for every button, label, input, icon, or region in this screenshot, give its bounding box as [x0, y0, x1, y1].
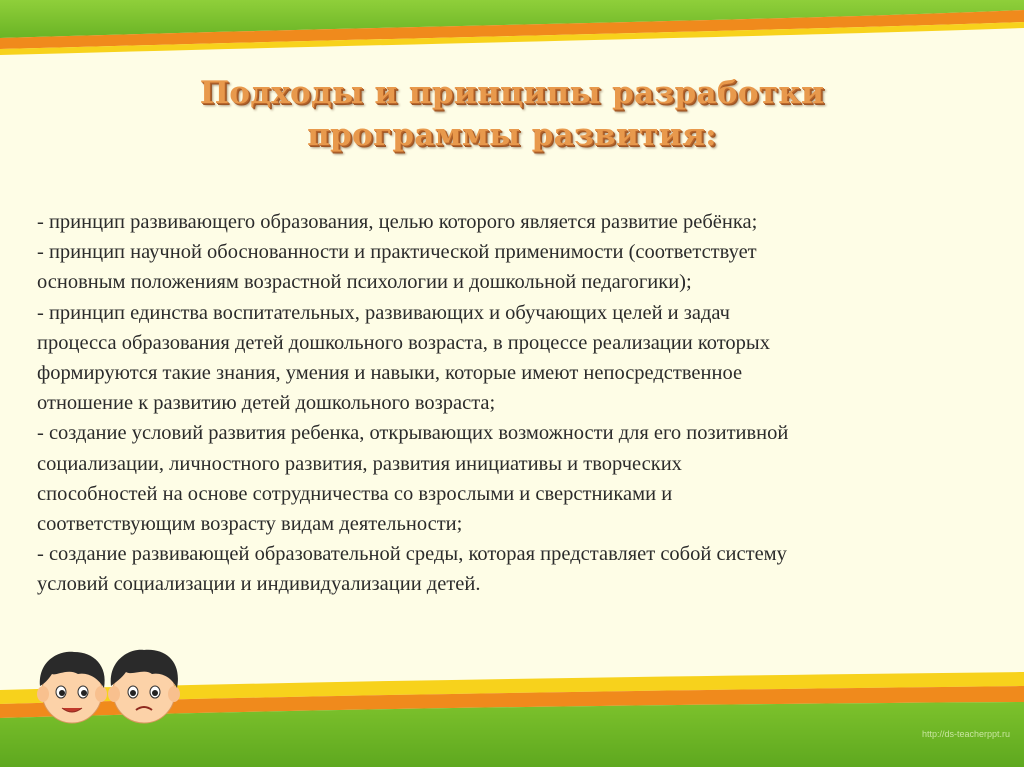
- text-line: - принцип единства воспитательных, развивающих и обучающих целей и задач: [37, 301, 730, 324]
- text-line: основным положениям возрастной психологии и дошкольной педагогики);: [37, 271, 692, 294]
- text-line: - принцип развивающего образования, целью которого является развитие ребёнка;: [37, 211, 758, 233]
- title-line-2: программы развития:: [307, 117, 717, 153]
- text-line: процесса образования детей дошкольного возраста, в процессе реализации которых: [37, 331, 770, 354]
- text-line: социализации, личностного развития, развития инициативы и творческих: [37, 452, 682, 475]
- text-line: отношение к развитию детей дошкольного возраста;: [37, 392, 496, 415]
- watermark: http://ds-teacherppt.ru: [921, 729, 1010, 739]
- text-line: - создание развивающей образовательной среды, которая представляет собой систему: [37, 543, 787, 566]
- text-line: - создание условий развития ребенка, открывающих возможности для его позитивной: [37, 422, 789, 445]
- text-line: формируются такие знания, умения и навыки, которые имеют непосредственное: [37, 362, 743, 385]
- text-line: способностей на основе сотрудничества со взрослыми и сверстниками и: [37, 482, 673, 505]
- text-line: условий социализации и индивидуализации детей.: [37, 573, 481, 596]
- text-line: - принцип научной обоснованности и практической применимости (соответствует: [37, 241, 757, 264]
- principles-text: [37, 207, 997, 600]
- slide-title: [0, 72, 1024, 156]
- text-line: соответствующим возрасту видам деятельности;: [37, 513, 463, 536]
- title-line-1: Подходы и принципы разработки: [199, 75, 825, 111]
